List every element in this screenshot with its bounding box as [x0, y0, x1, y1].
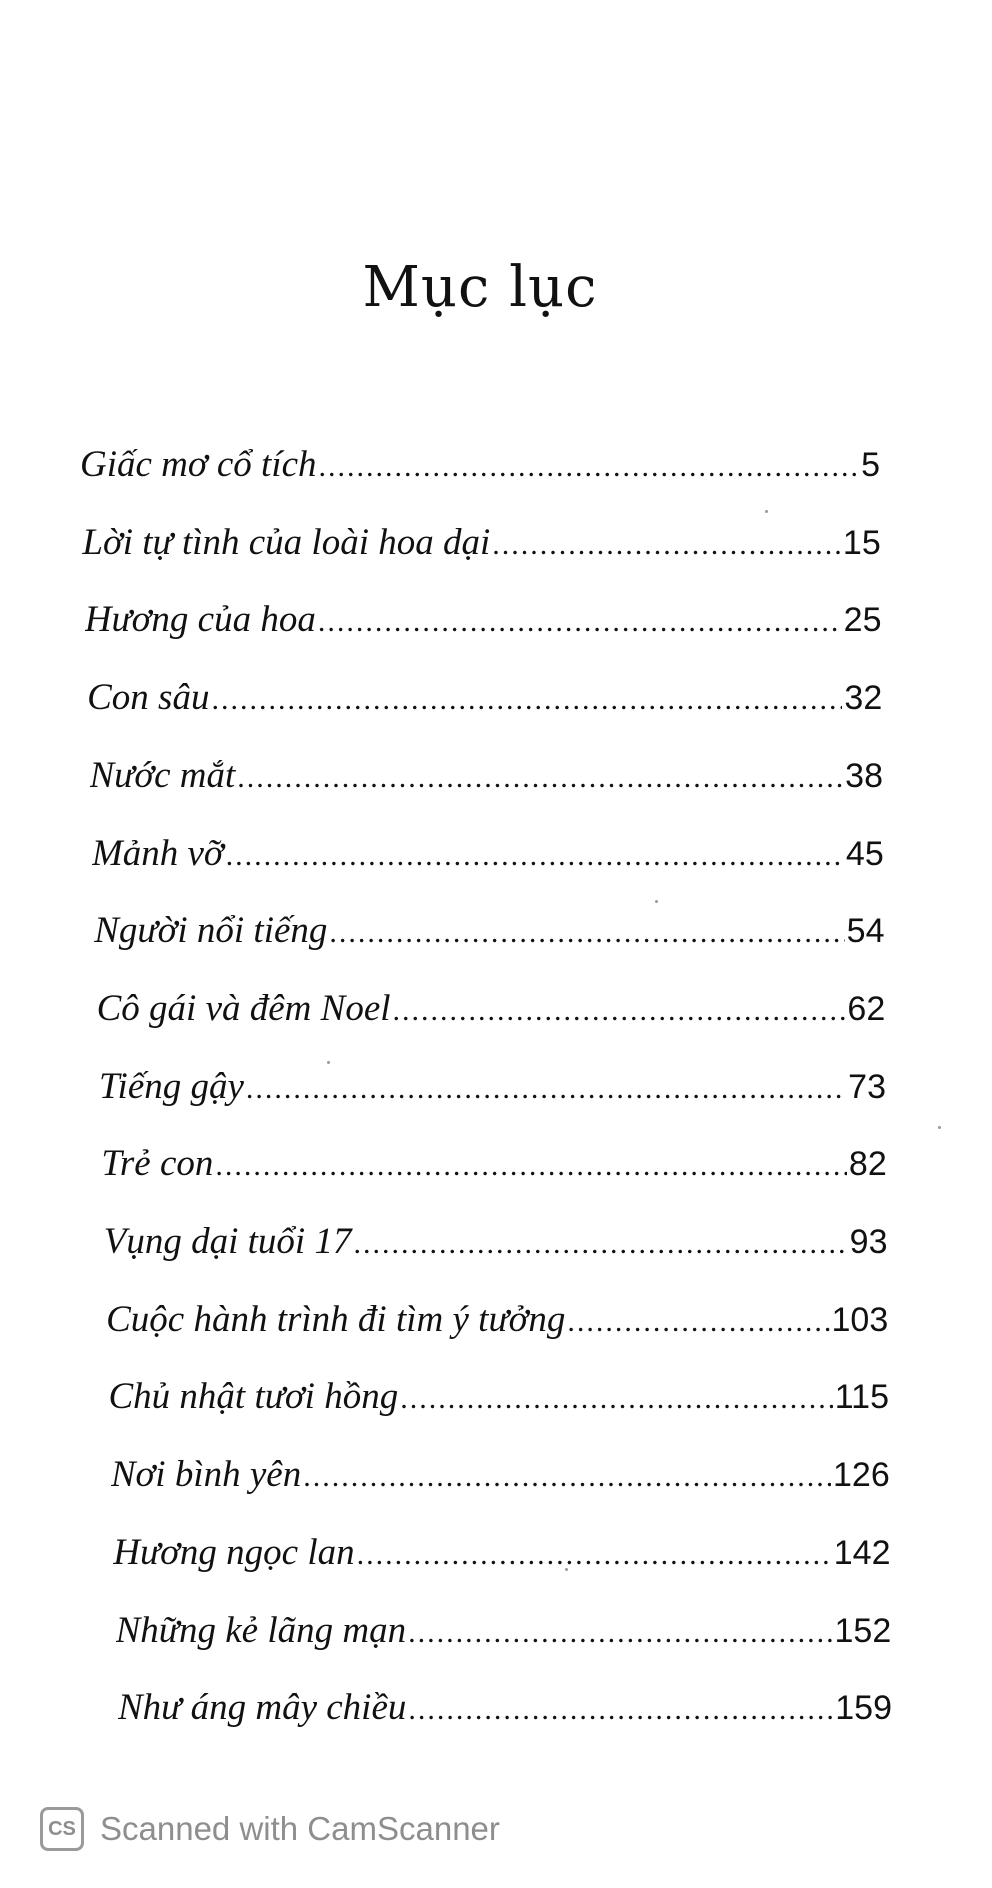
toc-entry-title: Chủ nhật tươi hồng: [108, 1376, 399, 1418]
camscanner-logo-icon: CS: [40, 1807, 84, 1851]
toc-entry-page: 82: [848, 1145, 887, 1184]
toc-entry: [111, 1445, 890, 1505]
toc-entry: [113, 1523, 890, 1583]
toc-dot-leader: [408, 1680, 833, 1738]
toc-entry: [82, 513, 880, 573]
toc-entry: [101, 1134, 886, 1194]
toc-dot-leader: [567, 1292, 829, 1350]
scan-speck: [327, 1061, 330, 1064]
scan-speck: [938, 1126, 941, 1129]
scan-speck: [765, 510, 768, 513]
toc-entry-page: 38: [845, 756, 883, 795]
toc-entry-page: 54: [846, 912, 885, 951]
watermark-text: Scanned with CamScanner: [100, 1810, 500, 1847]
toc-entry-page: 32: [844, 679, 883, 718]
toc-dot-leader: [492, 515, 841, 573]
toc-entry-title: Cô gái và đêm Noel: [96, 987, 391, 1029]
scanner-watermark: [40, 1807, 500, 1851]
toc-dot-leader: [357, 1525, 832, 1583]
toc-dot-leader: [329, 903, 844, 961]
toc-dot-leader: [211, 670, 842, 728]
toc-dot-leader: [226, 826, 844, 884]
toc-entry-page: 142: [833, 1533, 891, 1572]
toc-entry: [116, 1601, 892, 1661]
toc-entry-title: Hương của hoa: [84, 599, 316, 641]
toc-entry-title: Người nổi tiếng: [94, 910, 328, 952]
toc-entry-page: 115: [834, 1378, 889, 1417]
toc-entry-page: 103: [831, 1300, 889, 1339]
toc-dot-leader: [408, 1603, 832, 1661]
toc-entry-title: Mảnh vỡ: [91, 832, 224, 874]
toc-entry-title: Hương ngọc lan: [113, 1531, 355, 1573]
page-title: Mục lục: [362, 255, 598, 320]
toc-entry-title: Lời tự tình của loài hoa dại: [82, 521, 491, 563]
toc-dot-leader: [237, 748, 843, 806]
toc-entry-page: 62: [847, 989, 886, 1028]
toc-entry-title: Giấc mơ cổ tích: [80, 444, 317, 485]
toc-entry: [99, 1057, 886, 1117]
toc-entry: [90, 746, 884, 806]
toc-dot-leader: [246, 1059, 846, 1117]
toc-entry-page: 73: [848, 1067, 886, 1106]
toc-dot-leader: [400, 1369, 833, 1427]
toc-entry-title: Cuộc hành trình đi tìm ý tưởng: [106, 1298, 566, 1340]
toc-entry: [97, 979, 886, 1039]
toc-entry-page: 5: [861, 446, 880, 484]
toc-entry-title: Trẻ con: [101, 1143, 214, 1185]
toc-entry-title: Như áng mây chiều: [118, 1687, 407, 1729]
toc-dot-leader: [303, 1447, 831, 1505]
toc-entry-title: Nước mắt: [89, 754, 236, 796]
toc-entry: [92, 824, 884, 884]
toc-entry: [106, 1290, 888, 1350]
scan-speck: [655, 900, 658, 903]
toc-entry: [94, 901, 884, 961]
toc-entry-page: 25: [843, 601, 882, 640]
toc-entry-title: Con sâu: [87, 677, 210, 719]
toc-entry-title: Nơi bình yên: [110, 1454, 302, 1496]
toc-dot-leader: [353, 1214, 847, 1272]
toc-entry: [109, 1367, 890, 1427]
toc-entry-page: 126: [833, 1456, 890, 1495]
toc-entry-page: 152: [834, 1611, 892, 1650]
toc-entry: [85, 590, 882, 650]
toc-dot-leader: [318, 592, 842, 650]
toc-entry: [118, 1678, 892, 1738]
toc-entry: [87, 668, 882, 728]
toc-entry-page: 15: [842, 523, 881, 562]
toc-entry-page: 159: [835, 1689, 892, 1728]
toc-entry-page: 93: [849, 1223, 888, 1261]
toc-entry: [104, 1212, 888, 1272]
toc-dot-leader: [215, 1136, 847, 1194]
toc-entry: [80, 435, 880, 495]
toc-entry-title: Vụng dại tuổi 17: [103, 1221, 352, 1262]
toc-dot-leader: [393, 981, 846, 1039]
toc-dot-leader: [319, 437, 860, 495]
toc-entry-title: Tiếng gậy: [99, 1065, 244, 1107]
toc-entry-title: Những kẻ lãng mạn: [115, 1609, 407, 1651]
scan-speck: [565, 1568, 568, 1571]
toc-entry-page: 45: [845, 834, 884, 873]
